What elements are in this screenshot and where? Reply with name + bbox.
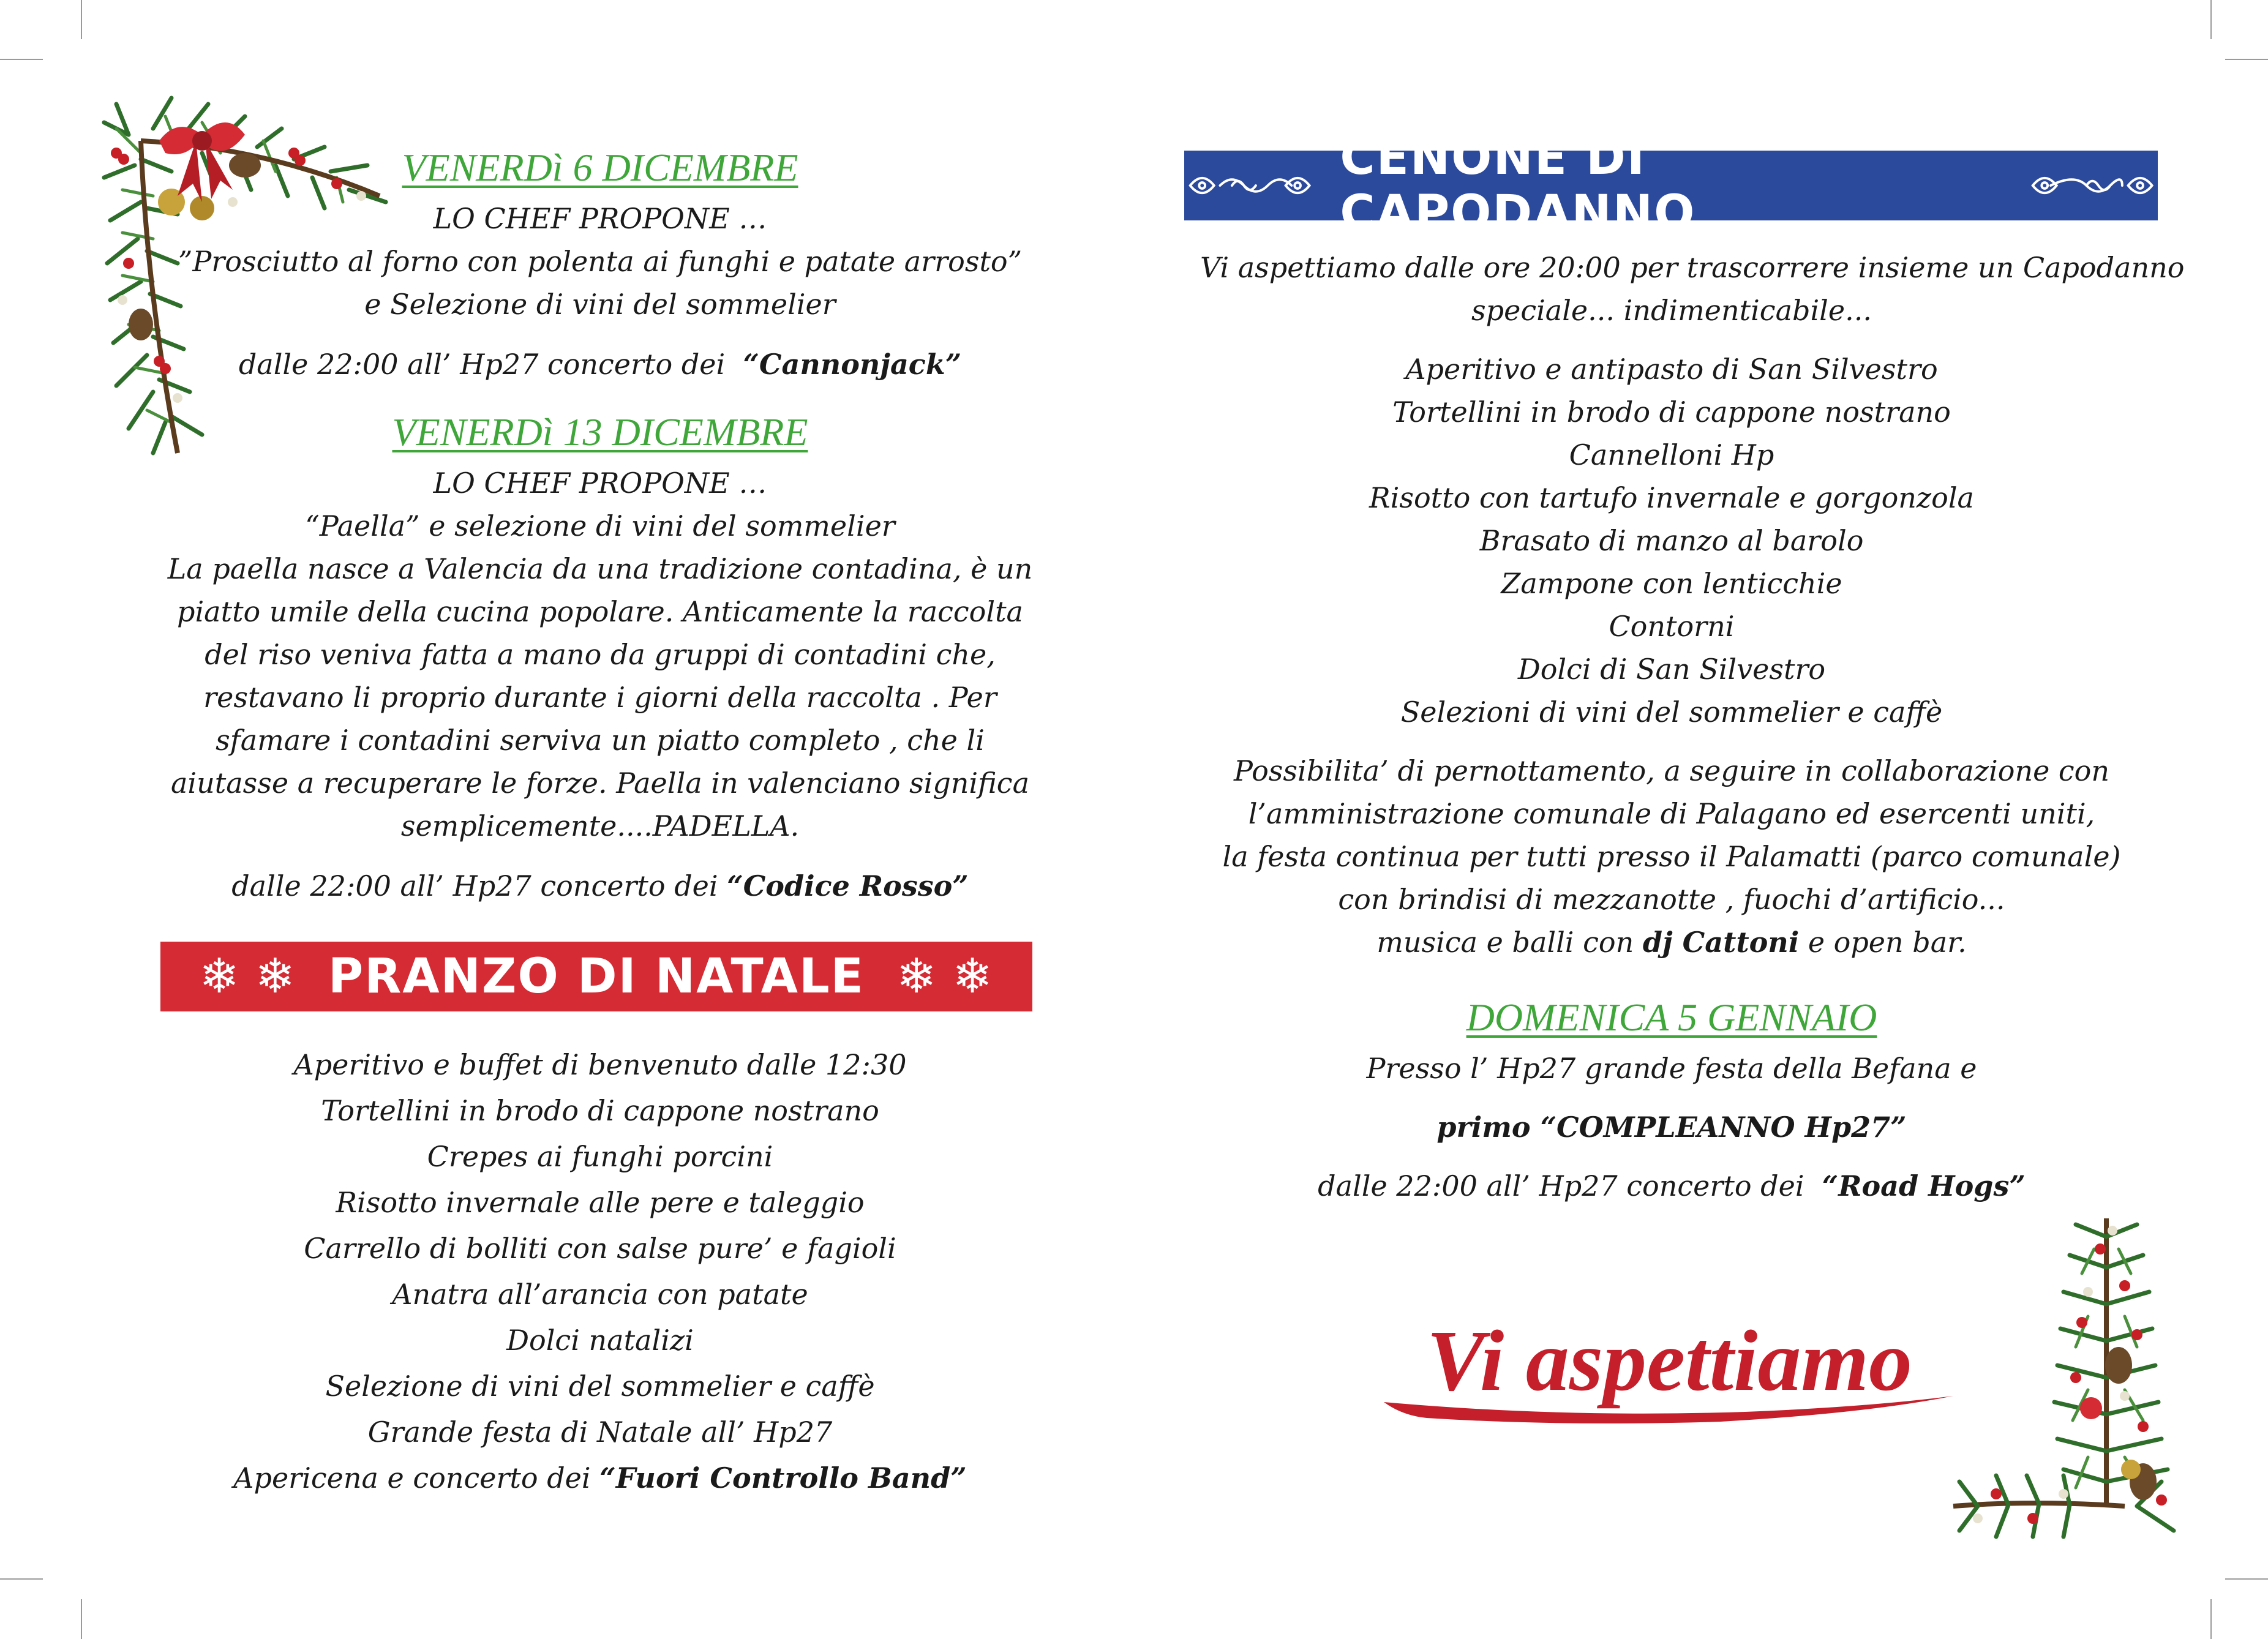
snowflake-icon: ❄ (896, 949, 938, 1004)
menu-item-prefix: Apericena e concerto dei (233, 1461, 591, 1495)
crop-mark (2210, 1599, 2212, 1639)
menu-item: Dolci natalizi (506, 1324, 694, 1357)
concert-line (159, 865, 1041, 907)
event-title: VENERDì 13 DICEMBRE (392, 410, 808, 454)
capodanno-menu (1200, 348, 2143, 733)
banner-title: CENONE DI CAPODANNO (1340, 130, 1696, 241)
capodanno-banner (1184, 130, 2158, 241)
natale-menu (159, 1042, 1041, 1501)
music-prefix: musica e balli con (1376, 926, 1634, 959)
menu-item: Aperitivo e buffet di benvenuto dalle 12:30 (293, 1048, 907, 1081)
menu-item: Crepes ai funghi porcini (427, 1140, 773, 1173)
dish-description: ”Prosciutto al forno con polenta ai funghi e patate arrosto” (178, 245, 1023, 278)
ornament-icon (1184, 167, 1315, 204)
menu-item: Tortellini in brodo di cappone nostrano (321, 1094, 879, 1127)
concert-line (159, 343, 1041, 386)
menu-item: Carrello di bolliti con salse pure’ e fagioli (304, 1232, 896, 1265)
menu-item: Dolci di San Silvestro (1517, 653, 1826, 686)
wine-selection: e Selezione di vini del sommelier (364, 288, 836, 321)
concert-prefix: dalle 22:00 all’ Hp27 concerto dei (231, 869, 718, 902)
party-line: l’amministrazione comunale di Palagano ed esercenti uniti, (1248, 797, 2095, 830)
snowflake-icon: ❄ (199, 949, 241, 1004)
capodanno-party (1200, 749, 2143, 921)
christmas-garland-icon (1941, 1212, 2198, 1555)
snowflake-icon: ❄ (255, 949, 297, 1004)
crop-mark (81, 1599, 82, 1639)
menu-item: Brasato di manzo al barolo (1479, 524, 1864, 557)
chef-proposal: LO CHEF PROPONE … (433, 467, 767, 500)
menu-item: Risotto invernale alle pere e taleggio (336, 1186, 865, 1219)
menu-item: Anatra all’arancia con patate (392, 1278, 808, 1311)
crop-mark (81, 0, 82, 39)
anniversary-line: primo “COMPLEANNO Hp27” (1436, 1111, 1907, 1144)
left-column (159, 138, 1041, 907)
band-name: “Fuori Controllo Band” (599, 1461, 967, 1495)
crop-mark (2210, 0, 2212, 39)
intro-line: Vi aspettiamo dalle ore 20:00 per trascorrere insieme un Capodanno (1200, 251, 2185, 284)
band-name: “Codice Rosso” (727, 869, 969, 902)
crop-mark (2225, 1578, 2268, 1580)
concert-prefix: dalle 22:00 all’ Hp27 concerto dei (1318, 1169, 1804, 1202)
menu-item: Cannelloni Hp (1569, 438, 1774, 471)
paella-description: La paella nasce a Valencia da una tradizione contadina, è un piatto umile della cucina popolare. Anticamente la raccolta del riso veniva fatta a mano da gruppi di contadini che, restavano li proprio durante i giorni della raccolta . Per sfamare i contadini serviva un piatto completo , che li aiutasse a recuperare le forze. Paella in valenciano significa semplicemente....PADELLA. (167, 552, 1033, 842)
dish-description: “Paella” e selezione di vini del sommelier (305, 509, 895, 542)
crop-mark (0, 59, 43, 60)
music-line (1200, 921, 2143, 964)
menu-item: Risotto con tartufo invernale e gorgonzola (1369, 481, 1974, 514)
menu-list (159, 1042, 1041, 1455)
menu-item: Selezione di vini del sommelier e caffè (325, 1370, 875, 1403)
event-title: DOMENICA 5 GENNAIO (1466, 996, 1877, 1039)
band-name: “Cannonjack” (743, 348, 962, 381)
chef-proposal: LO CHEF PROPONE … (433, 202, 767, 235)
natale-banner (160, 942, 1032, 1011)
dj-name: dj Cattoni (1642, 926, 1800, 959)
intro-line: speciale... indimenticabile... (1471, 294, 1872, 327)
menu-item (159, 1455, 1041, 1501)
menu-item: Tortellini in brodo di cappone nostrano (1392, 396, 1951, 429)
befana-line: Presso l’ Hp27 grande festa della Befana e (1366, 1052, 1977, 1085)
music-suffix: e open bar. (1808, 926, 1967, 959)
right-column (1200, 246, 2185, 1207)
concert-prefix: dalle 22:00 all’ Hp27 concerto dei (238, 348, 726, 381)
party-line: con brindisi di mezzanotte , fuochi d’artificio... (1338, 883, 2005, 916)
ornament-icon (2027, 167, 2158, 204)
concert-line (1200, 1165, 2143, 1207)
closing-text: Vi aspettiamo (1427, 1312, 1912, 1409)
brush-stroke (1378, 1389, 1959, 1438)
banner-title: PRANZO DI NATALE (328, 949, 865, 1004)
menu-item: Contorni (1609, 610, 1735, 643)
crop-mark (2225, 59, 2268, 60)
party-line: Possibilita’ di pernottamento, a seguire in collaborazione con (1234, 754, 2109, 787)
crop-mark (0, 1578, 43, 1580)
menu-item: Zampone con lenticchie (1501, 567, 1842, 600)
event-title: VENERDì 6 DICEMBRE (402, 146, 798, 189)
menu-item: Grande festa di Natale all’ Hp27 (367, 1416, 833, 1449)
menu-item: Aperitivo e antipasto di San Silvestro (1405, 353, 1938, 386)
snowflake-icon: ❄ (952, 949, 994, 1004)
capodanno-intro (1200, 246, 2185, 332)
party-line: la festa continua per tutti presso il Palamatti (parco comunale) (1222, 840, 2121, 873)
band-name: “Road Hogs” (1822, 1169, 2026, 1202)
menu-item: Selezioni di vini del sommelier e caffè (1400, 696, 1943, 729)
